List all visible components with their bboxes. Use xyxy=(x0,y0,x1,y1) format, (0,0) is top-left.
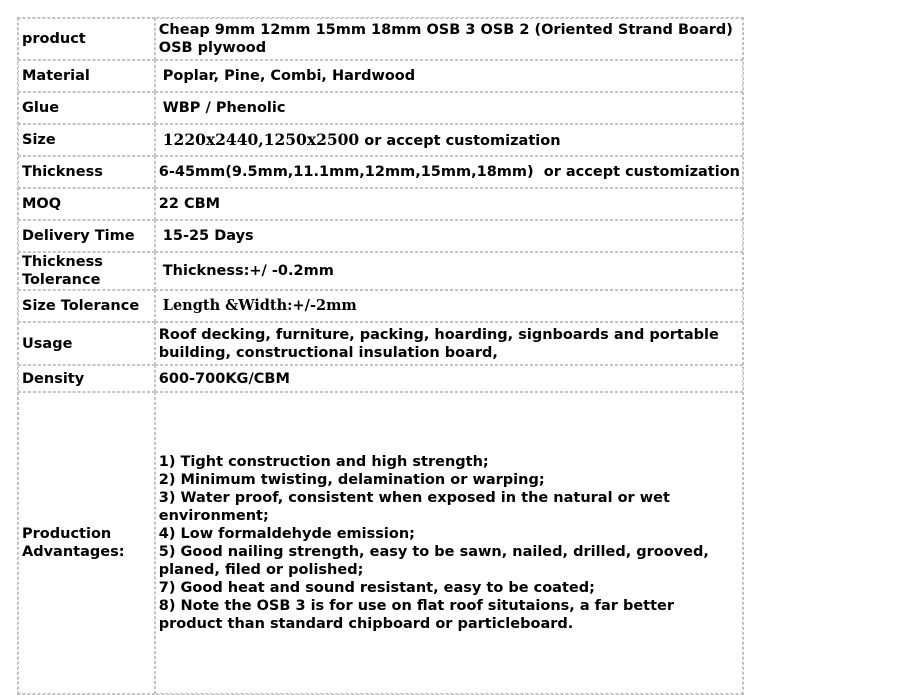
table-row xyxy=(18,188,743,220)
spec-label: Delivery Time xyxy=(18,220,155,252)
spec-label: Size Tolerance xyxy=(18,290,155,322)
spec-label: MOQ xyxy=(18,188,155,220)
list-item: 8) Note the OSB 3 is for use on flat roof situtaions, a far better product than standard chipboard or particleboard. xyxy=(158,598,675,632)
spec-value: WBP / Phenolic xyxy=(155,92,743,124)
table-row xyxy=(18,60,743,92)
spec-label: Material xyxy=(18,60,155,92)
spec-label: Size xyxy=(18,124,155,156)
size-suffix: or accept customization xyxy=(359,132,561,149)
size-dimensions: 1220x2440,1250x2500 xyxy=(162,129,360,149)
spec-value: Poplar, Pine, Combi, Hardwood xyxy=(155,60,743,92)
spec-value: Length &Width:+/-2mm xyxy=(155,290,743,322)
list-item: 3) Water proof, consistent when exposed in the natural or wet environment; xyxy=(158,490,670,524)
table-row xyxy=(18,156,743,188)
spec-label xyxy=(18,392,155,694)
spec-value: Roof decking, furniture, packing, hoarding, signboards and portable building, constructional insulation board, xyxy=(155,322,743,365)
table-row xyxy=(18,124,743,156)
list-item: 1) Tight construction and high strength; xyxy=(158,454,489,470)
table-row xyxy=(18,322,743,365)
advantages-label-line: Advantages: xyxy=(22,544,125,560)
spec-value: Cheap 9mm 12mm 15mm 18mm OSB 3 OSB 2 (Oriented Strand Board) OSB plywood xyxy=(155,18,743,60)
table-row xyxy=(18,365,743,392)
spec-value: 6-45mm(9.5mm,11.1mm,12mm,15mm,18mm) or accept customization xyxy=(155,156,743,188)
spec-value xyxy=(155,124,743,156)
table-row xyxy=(18,252,743,290)
product-spec-table xyxy=(17,17,744,695)
spec-label: Usage xyxy=(18,322,155,365)
advantages-list xyxy=(155,392,743,694)
spec-label: product xyxy=(18,18,155,60)
spec-value: Thickness:+/ -0.2mm xyxy=(155,252,743,290)
spec-label: Thickness Tolerance xyxy=(18,252,155,290)
spec-value: 22 CBM xyxy=(155,188,743,220)
table-row xyxy=(18,92,743,124)
list-item: 5) Good nailing strength, easy to be sawn, nailed, drilled, grooved, planed, filed or polished; xyxy=(158,544,709,578)
table-row xyxy=(18,220,743,252)
spec-value: 600-700KG/CBM xyxy=(155,365,743,392)
table-row xyxy=(18,290,743,322)
spec-label: Thickness xyxy=(18,156,155,188)
spec-value: 15-25 Days xyxy=(155,220,743,252)
list-item: 2) Minimum twisting, delamination or warping; xyxy=(158,472,545,488)
list-item: 4) Low formaldehyde emission; xyxy=(158,526,415,542)
table-row xyxy=(18,18,743,60)
advantages-label-line: Production xyxy=(22,526,112,542)
list-item: 7) Good heat and sound resistant, easy to be coated; xyxy=(158,580,595,596)
table-row xyxy=(18,392,743,694)
spec-label: Glue xyxy=(18,92,155,124)
spec-label: Density xyxy=(18,365,155,392)
